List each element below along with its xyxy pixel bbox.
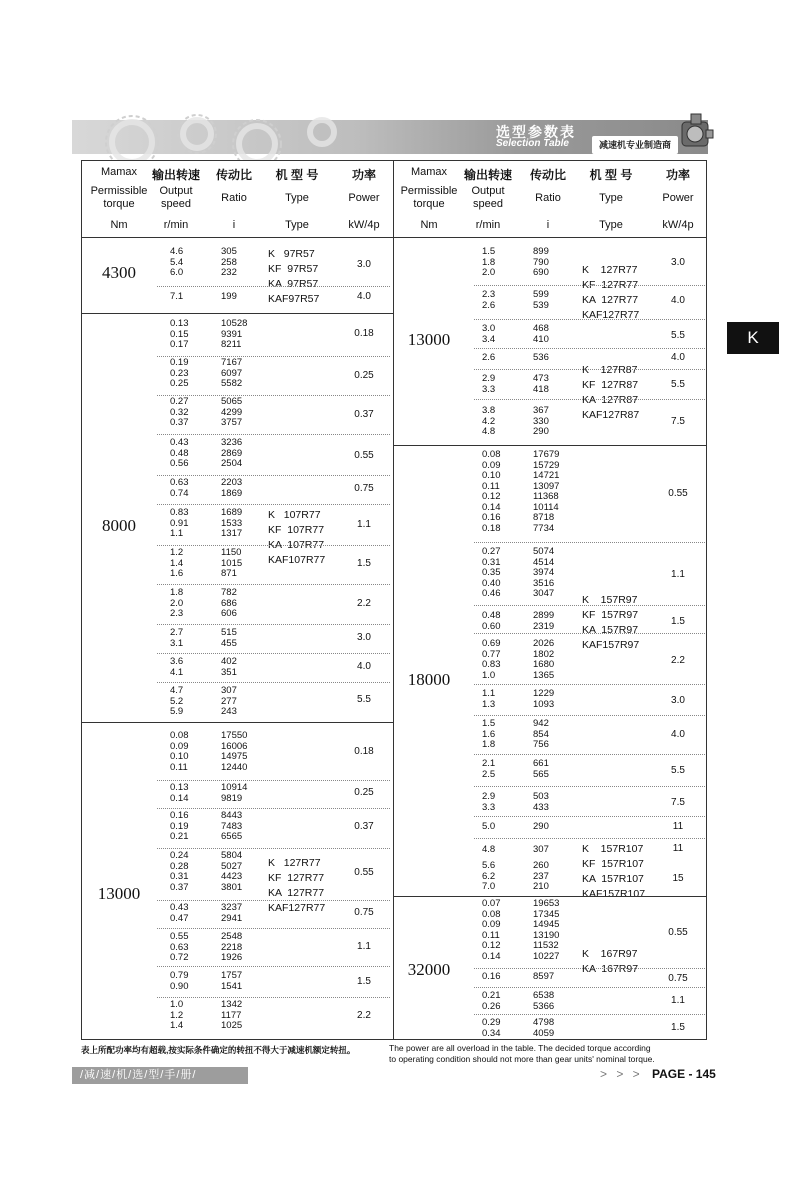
- right-row-divider: [474, 786, 705, 787]
- col-header-unit-kw: kW/4p: [348, 219, 380, 231]
- right-power-value: 5.5: [671, 330, 685, 341]
- right-ratio-values: 942 854 756: [533, 718, 549, 750]
- left-ratio-values: 17550 16006 14975 12440: [221, 730, 248, 773]
- right-ratio-values: 8597: [533, 971, 555, 982]
- left-speed-values: 4.6 5.4 6.0: [170, 246, 184, 278]
- right-speed-values: 2.9 3.3: [482, 373, 496, 395]
- left-ratio-values: 2203 1869: [221, 477, 243, 499]
- footer-arrows-icon: > > >: [600, 1067, 643, 1081]
- right-row-divider: [474, 542, 705, 543]
- right-speed-values: 1.1 1.3: [482, 688, 496, 710]
- col-header-type-cn: 机 型 号: [589, 168, 633, 182]
- right-group-divider: [393, 896, 707, 897]
- right-speed-values: 5.0: [482, 821, 496, 832]
- right-speed-values: 2.6: [482, 352, 496, 363]
- left-ratio-values: 10914 9819: [221, 782, 248, 804]
- col-header-ratio-cn: 传动比: [529, 168, 566, 182]
- left-ratio-values: 1342 1177 1025: [221, 999, 243, 1031]
- col-header-unit-type: Type: [285, 219, 309, 231]
- left-power-value: 0.75: [354, 483, 374, 494]
- left-row-divider: [157, 653, 390, 654]
- right-speed-values: 0.69 0.77 0.83 1.0: [482, 638, 501, 681]
- left-power-value: 0.37: [354, 821, 374, 832]
- left-power-value: 0.37: [354, 409, 374, 420]
- left-row-divider: [157, 966, 390, 967]
- left-speed-values: 0.13 0.15 0.17: [170, 318, 189, 350]
- gear-reducer-icon: [678, 112, 714, 152]
- left-speed-values: 0.16 0.19 0.21: [170, 810, 189, 842]
- left-row-divider: [157, 808, 390, 809]
- left-speed-values: 0.63 0.74: [170, 477, 189, 499]
- right-speed-values: 2.1 2.5: [482, 758, 496, 780]
- right-type-list: K 127R87 KF 127R87 KA 127R87 KAF127R87: [582, 364, 640, 421]
- col-header-unit-rpm: r/min: [475, 219, 501, 231]
- right-speed-values: 1.5 1.8 2.0: [482, 246, 496, 278]
- left-speed-values: 0.43 0.47: [170, 902, 189, 924]
- right-ratio-values: 260 237 210: [533, 860, 549, 892]
- col-header-unit-type: Type: [599, 219, 623, 231]
- right-power-value: 1.1: [671, 995, 685, 1006]
- right-row-divider: [474, 684, 705, 685]
- left-power-value: 0.25: [354, 370, 374, 381]
- right-power-value: 3.0: [671, 695, 685, 706]
- right-ratio-values: 307: [533, 844, 549, 855]
- left-torque-value: 4300: [102, 263, 136, 282]
- left-power-value: 5.5: [357, 694, 371, 705]
- col-header-power-en: Power: [662, 192, 694, 204]
- col-header-speed-en: Output speed: [159, 185, 193, 210]
- left-power-value: 0.55: [354, 867, 374, 878]
- left-ratio-values: 10528 9391 8211: [221, 318, 248, 350]
- right-speed-values: 2.9 3.3: [482, 791, 496, 813]
- col-header-speed-cn: 输出转速: [463, 168, 512, 182]
- left-row-divider: [157, 475, 390, 476]
- header-title-en: Selection Table: [496, 138, 569, 149]
- left-power-value: 2.2: [357, 1010, 371, 1021]
- right-ratio-values: 599 539: [533, 289, 549, 311]
- col-header-torque-en: Permissible torque: [90, 185, 148, 210]
- left-speed-values: 0.24 0.28 0.31 0.37: [170, 850, 189, 893]
- left-ratio-values: 305 258 232: [221, 246, 237, 278]
- left-power-value: 0.18: [354, 746, 374, 757]
- left-ratio-values: 402 351: [221, 656, 237, 678]
- right-speed-values: 2.3 2.6: [482, 289, 496, 311]
- col-header-unit-kw: kW/4p: [662, 219, 694, 231]
- col-header-type-en: Type: [599, 192, 623, 204]
- right-ratio-values: 4798 4059: [533, 1017, 555, 1039]
- left-ratio-values: 5804 5027 4423 3801: [221, 850, 243, 893]
- right-type-list: K 157R97 KF 157R97 KA 157R97 KAF157R97: [582, 594, 640, 651]
- col-header-torque-en: Permissible torque: [400, 185, 458, 210]
- right-type-list: K 167R97 KA 167R97: [582, 948, 639, 975]
- col-header-ratio-en: Ratio: [221, 192, 247, 204]
- left-speed-values: 1.2 1.4 1.6: [170, 547, 184, 579]
- header-bottom-rule: [81, 237, 707, 238]
- right-ratio-values: 473 418: [533, 373, 549, 395]
- right-row-divider: [474, 968, 705, 969]
- right-row-divider: [474, 319, 705, 320]
- left-power-value: 3.0: [357, 259, 371, 270]
- col-header-unit-rpm: r/min: [163, 219, 189, 231]
- left-speed-values: 0.83 0.91 1.1: [170, 507, 189, 539]
- left-row-divider: [157, 997, 390, 998]
- right-row-divider: [474, 1014, 705, 1015]
- right-speed-values: 0.07 0.08 0.09 0.11 0.12 0.14: [482, 898, 501, 962]
- left-speed-values: 0.55 0.63 0.72: [170, 931, 189, 963]
- right-ratio-values: 6538 5366: [533, 990, 555, 1012]
- left-row-divider: [157, 545, 390, 546]
- footer-manual-title: /减/速/机/选/型/手/册/: [72, 1067, 248, 1084]
- col-header-power-cn: 功率: [351, 168, 376, 182]
- right-speed-values: 4.8: [482, 844, 496, 855]
- right-ratio-values: 367 330 290: [533, 405, 549, 437]
- right-power-value: 3.0: [671, 257, 685, 268]
- left-ratio-values: 7167 6097 5582: [221, 357, 243, 389]
- left-speed-values: 0.19 0.23 0.25: [170, 357, 189, 389]
- col-header-unit-i: i: [232, 219, 236, 231]
- right-power-value: 0.55: [668, 488, 688, 499]
- left-row-divider: [157, 584, 390, 585]
- right-power-value: 15: [672, 873, 684, 884]
- left-speed-values: 3.6 4.1: [170, 656, 184, 678]
- right-speed-values: 0.16: [482, 971, 501, 982]
- left-power-value: 0.25: [354, 787, 374, 798]
- right-ratio-values: 290: [533, 821, 549, 832]
- gears-decoration-icon: [72, 112, 492, 160]
- right-ratio-values: 899 790 690: [533, 246, 549, 278]
- right-power-value: 7.5: [671, 797, 685, 808]
- left-power-value: 4.0: [357, 661, 371, 672]
- right-row-divider: [474, 987, 705, 988]
- left-row-divider: [157, 900, 390, 901]
- right-ratio-values: 468 410: [533, 323, 549, 345]
- right-speed-values: 3.0 3.4: [482, 323, 496, 345]
- left-power-value: 1.1: [357, 941, 371, 952]
- left-ratio-values: 307 277 243: [221, 685, 237, 717]
- left-power-value: 1.5: [357, 976, 371, 987]
- col-header-power-en: Power: [348, 192, 380, 204]
- left-speed-values: 0.79 0.90: [170, 970, 189, 992]
- right-ratio-values: 17679 15729 14721 13097 11368 10114 8718 7734: [533, 449, 560, 534]
- left-ratio-values: 5065 4299 3757: [221, 396, 243, 428]
- left-ratio-values: 3236 2869 2504: [221, 437, 243, 469]
- right-power-value: 1.5: [671, 616, 685, 627]
- left-power-value: 0.18: [354, 328, 374, 339]
- right-row-divider: [474, 285, 705, 286]
- right-row-divider: [474, 816, 705, 817]
- right-speed-values: 3.8 4.2 4.8: [482, 405, 496, 437]
- section-tab-k: K: [727, 322, 779, 354]
- right-row-divider: [474, 633, 705, 634]
- right-power-value: 11: [672, 821, 684, 832]
- left-ratio-values: 2548 2218 1926: [221, 931, 243, 963]
- right-ratio-values: 1229 1093: [533, 688, 555, 710]
- left-row-divider: [157, 356, 390, 357]
- left-row-divider: [157, 434, 390, 435]
- col-header-speed-cn: 输出转速: [151, 168, 200, 182]
- left-row-divider: [157, 286, 390, 287]
- table-divider: [393, 160, 394, 1040]
- col-header-ratio-en: Ratio: [535, 192, 561, 204]
- left-speed-values: 1.8 2.0 2.3: [170, 587, 184, 619]
- left-speed-values: 2.7 3.1: [170, 627, 184, 649]
- right-speed-values: 0.08 0.09 0.10 0.11 0.12 0.14 0.16 0.18: [482, 449, 501, 534]
- right-speed-values: 5.6 6.2 7.0: [482, 860, 496, 892]
- left-ratio-values: 515 455: [221, 627, 237, 649]
- left-row-divider: [157, 682, 390, 683]
- left-type-list: K 127R77 KF 127R77 KA 127R77 KAF127R77: [268, 857, 326, 914]
- right-row-divider: [474, 399, 705, 400]
- left-power-value: 3.0: [357, 632, 371, 643]
- col-header-type-en: Type: [285, 192, 309, 204]
- left-power-value: 1.5: [357, 558, 371, 569]
- left-power-value: 1.1: [357, 519, 371, 530]
- right-ratio-values: 19653 17345 14945 13190 11532 10227: [533, 898, 560, 962]
- left-ratio-values: 1150 1015 871: [221, 547, 243, 579]
- left-ratio-values: 199: [221, 291, 237, 302]
- left-ratio-values: 3237 2941: [221, 902, 243, 924]
- left-ratio-values: 8443 7483 6565: [221, 810, 243, 842]
- left-row-divider: [157, 395, 390, 396]
- right-row-divider: [474, 348, 705, 349]
- left-type-list: K 97R57 KF 97R57 KA 97R57 KAF97R57: [268, 248, 320, 305]
- right-power-value: 1.1: [671, 569, 685, 580]
- col-header-unit-nm: Nm: [110, 219, 128, 231]
- col-header-speed-en: Output speed: [471, 185, 505, 210]
- col-header-torque: Mamax: [100, 166, 138, 178]
- left-power-value: 2.2: [357, 598, 371, 609]
- right-power-value: 4.0: [671, 729, 685, 740]
- right-speed-values: 0.27 0.31 0.35 0.40 0.46: [482, 546, 501, 599]
- left-type-list: K 107R77 KF 107R77 KA 107R77 KAF107R77: [268, 509, 326, 566]
- right-type-list: K 127R77 KF 127R77 KA 127R77 KAF127R77: [582, 264, 640, 321]
- left-row-divider: [157, 848, 390, 849]
- left-ratio-values: 782 686 606: [221, 587, 237, 619]
- right-row-divider: [474, 754, 705, 755]
- right-power-value: 7.5: [671, 416, 685, 427]
- left-power-value: 0.55: [354, 450, 374, 461]
- col-header-power-cn: 功率: [665, 168, 690, 182]
- right-power-value: 2.2: [671, 655, 685, 666]
- left-torque-value: 8000: [102, 516, 136, 535]
- right-ratio-values: 5074 4514 3974 3516 3047: [533, 546, 555, 599]
- right-ratio-values: 2899 2319: [533, 610, 555, 632]
- col-header-ratio-cn: 传动比: [215, 168, 252, 182]
- col-header-unit-i: i: [546, 219, 550, 231]
- left-speed-values: 7.1: [170, 291, 184, 302]
- right-row-divider: [474, 715, 705, 716]
- right-group-divider: [393, 445, 707, 446]
- right-power-value: 1.5: [671, 1022, 685, 1033]
- header-title-cn: 选型参数表: [496, 124, 576, 140]
- left-speed-values: 0.13 0.14: [170, 782, 189, 804]
- right-ratio-values: 536: [533, 352, 549, 363]
- right-power-value: 0.75: [668, 973, 688, 984]
- note-en-line2: to operating condition should not more than gear units' nominal torque.: [389, 1054, 655, 1064]
- right-power-value: 0.55: [668, 927, 688, 938]
- left-row-divider: [157, 780, 390, 781]
- header-company: 减速机专业制造商: [592, 136, 678, 154]
- right-ratio-values: 503 433: [533, 791, 549, 813]
- left-ratio-values: 1757 1541: [221, 970, 243, 992]
- right-power-value: 5.5: [671, 379, 685, 390]
- col-header-unit-nm: Nm: [420, 219, 438, 231]
- left-speed-values: 4.7 5.2 5.9: [170, 685, 184, 717]
- right-power-value: 4.0: [671, 352, 685, 363]
- note-cn: 表上所配功率均有超载,按实际条件确定的转扭不得大于减速机额定转扭。: [81, 1045, 356, 1055]
- left-row-divider: [157, 624, 390, 625]
- left-row-divider: [157, 504, 390, 505]
- left-power-value: 4.0: [357, 291, 371, 302]
- right-speed-values: 1.5 1.6 1.8: [482, 718, 496, 750]
- right-row-divider: [474, 838, 705, 839]
- left-speed-values: 0.27 0.32 0.37: [170, 396, 189, 428]
- left-speed-values: 0.08 0.09 0.10 0.11: [170, 730, 189, 773]
- right-type-list: K 157R107 KF 157R107 KA 157R107 KAF157R107: [582, 843, 646, 900]
- right-speed-values: 0.29 0.34: [482, 1017, 501, 1039]
- left-power-value: 0.75: [354, 907, 374, 918]
- note-en-line1: The power are all overload in the table. The decided torque according: [389, 1043, 651, 1053]
- right-torque-value: 32000: [407, 960, 451, 979]
- right-speed-values: 0.48 0.60: [482, 610, 501, 632]
- col-header-torque: Mamax: [410, 166, 448, 178]
- left-speed-values: 0.43 0.48 0.56: [170, 437, 189, 469]
- col-header-type-cn: 机 型 号: [275, 168, 319, 182]
- right-ratio-values: 2026 1802 1680 1365: [533, 638, 555, 681]
- right-torque-value: 13000: [407, 330, 451, 349]
- right-power-value: 11: [672, 843, 684, 854]
- right-row-divider: [474, 369, 705, 370]
- right-power-value: 4.0: [671, 295, 685, 306]
- right-power-value: 5.5: [671, 765, 685, 776]
- left-torque-value: 13000: [97, 884, 141, 903]
- right-row-divider: [474, 605, 705, 606]
- left-group-divider: [81, 722, 393, 723]
- left-speed-values: 1.0 1.2 1.4: [170, 999, 184, 1031]
- right-speed-values: 0.21 0.26: [482, 990, 501, 1012]
- page-number: PAGE - 145: [652, 1067, 716, 1081]
- right-ratio-values: 661 565: [533, 758, 549, 780]
- right-torque-value: 18000: [407, 670, 451, 689]
- left-ratio-values: 1689 1533 1317: [221, 507, 243, 539]
- left-group-divider: [81, 313, 393, 314]
- left-row-divider: [157, 928, 390, 929]
